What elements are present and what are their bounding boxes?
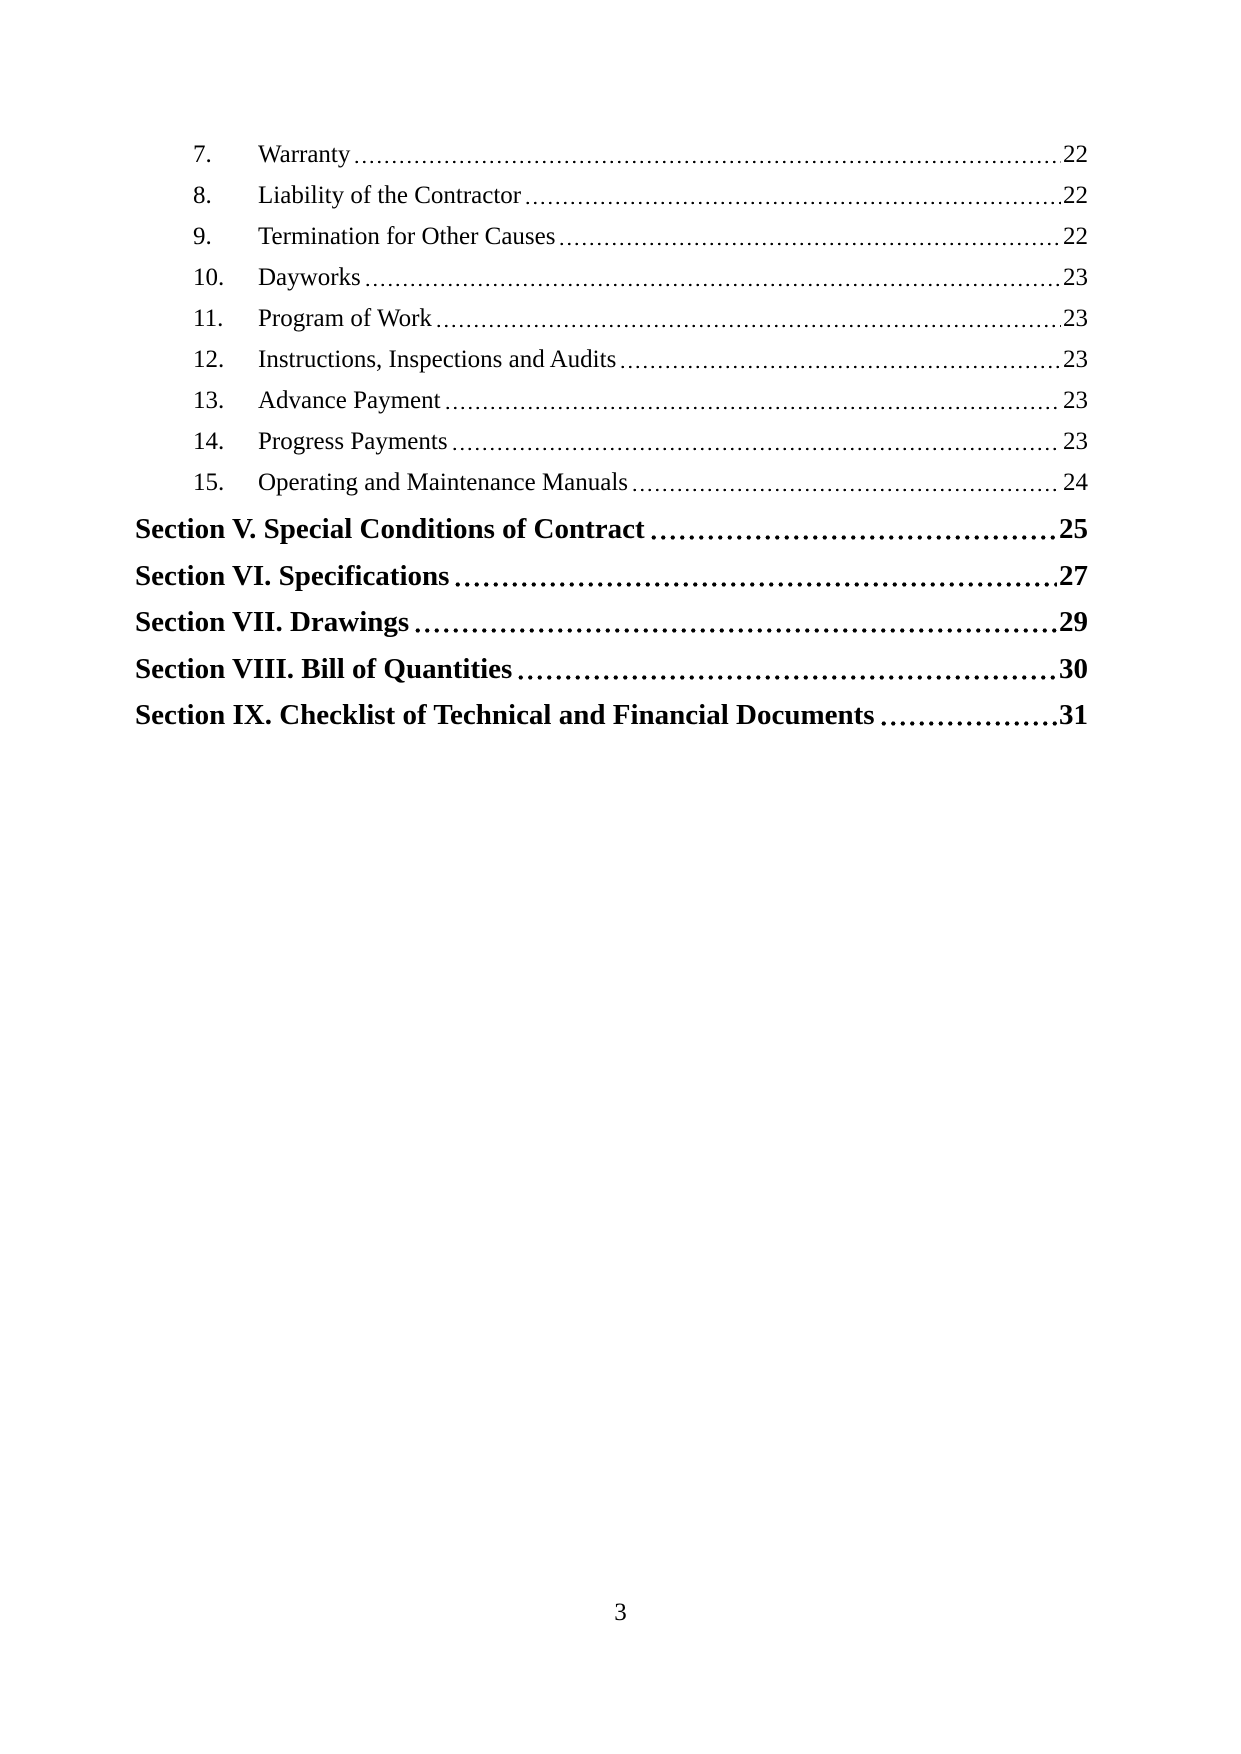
toc-item-title: Operating and Maintenance Manuals bbox=[258, 469, 629, 496]
toc-section-title: Section IX. Checklist of Technical and Financial Documents bbox=[135, 699, 875, 731]
dot-leader bbox=[453, 582, 1057, 587]
toc-item-row bbox=[135, 216, 1088, 257]
toc-section-page: 31 bbox=[1059, 699, 1088, 731]
toc-section-title: Section VIII. Bill of Quantities bbox=[135, 652, 513, 685]
toc-section-list bbox=[135, 506, 1088, 739]
dot-leader bbox=[451, 447, 1061, 451]
toc-item-page: 22 bbox=[1063, 182, 1088, 209]
toc-item-page: 22 bbox=[1063, 223, 1088, 250]
dot-leader bbox=[435, 324, 1061, 328]
toc-section-page: 27 bbox=[1059, 559, 1088, 592]
toc-section-row bbox=[135, 506, 1088, 553]
toc-section-row bbox=[135, 692, 1088, 739]
toc-item-number: 14. bbox=[193, 428, 225, 455]
toc-item-list bbox=[135, 134, 1088, 503]
toc-item-row bbox=[135, 462, 1088, 503]
toc-section-title: Section V. Special Conditions of Contract bbox=[135, 513, 645, 545]
dot-leader bbox=[444, 406, 1061, 410]
toc-item-title: Termination for Other Causes bbox=[258, 223, 556, 250]
toc-item-page: 24 bbox=[1063, 469, 1088, 496]
toc-item-page: 22 bbox=[1063, 141, 1088, 168]
toc-item-row bbox=[135, 298, 1088, 339]
toc-item-row bbox=[135, 421, 1088, 462]
dot-leader bbox=[631, 488, 1061, 492]
toc-section-row bbox=[135, 553, 1088, 600]
dot-leader bbox=[879, 721, 1057, 726]
toc-item-page: 23 bbox=[1063, 305, 1088, 332]
toc-section-title: Section VI. Specifications bbox=[135, 559, 450, 592]
toc-item-title: Dayworks bbox=[258, 264, 361, 291]
toc-item-row bbox=[135, 134, 1088, 175]
toc-item-title: Liability of the Contractor bbox=[258, 182, 522, 209]
toc-item-row bbox=[135, 380, 1088, 421]
toc-section-page: 30 bbox=[1059, 652, 1088, 685]
toc-section-page: 25 bbox=[1059, 513, 1088, 545]
toc-item-number: 8. bbox=[193, 182, 212, 209]
toc-item-page: 23 bbox=[1063, 428, 1088, 455]
toc-item-page: 23 bbox=[1063, 264, 1088, 291]
toc-item-number: 9. bbox=[193, 223, 212, 250]
dot-leader bbox=[353, 160, 1061, 164]
toc-item-title: Instructions, Inspections and Audits bbox=[258, 346, 617, 373]
toc-item-number: 15. bbox=[193, 469, 225, 496]
dot-leader bbox=[524, 201, 1061, 205]
toc-section-row bbox=[135, 599, 1088, 646]
dot-leader bbox=[558, 242, 1061, 246]
toc-section-row bbox=[135, 646, 1088, 693]
dot-leader bbox=[649, 535, 1057, 540]
toc-item-number: 13. bbox=[193, 387, 225, 414]
dot-leader bbox=[619, 365, 1061, 369]
toc-item-row bbox=[135, 339, 1088, 380]
toc-item-number: 10. bbox=[193, 264, 225, 291]
toc-item-title: Warranty bbox=[258, 141, 351, 168]
footer-page-number: 3 bbox=[614, 1599, 627, 1626]
toc-item-number: 11. bbox=[193, 305, 224, 332]
toc-item-page: 23 bbox=[1063, 387, 1088, 414]
toc-item-title: Advance Payment bbox=[258, 387, 441, 414]
toc-item-number: 7. bbox=[193, 141, 212, 168]
toc-item-row bbox=[135, 175, 1088, 216]
toc-section-title: Section VII. Drawings bbox=[135, 606, 410, 638]
toc-section-page: 29 bbox=[1059, 606, 1088, 638]
toc-item-row bbox=[135, 257, 1088, 298]
toc-item-page: 23 bbox=[1063, 346, 1088, 373]
dot-leader bbox=[364, 283, 1061, 287]
dot-leader bbox=[516, 675, 1057, 680]
dot-leader bbox=[413, 628, 1057, 633]
toc-item-number: 12. bbox=[193, 346, 225, 373]
toc-item-title: Progress Payments bbox=[258, 428, 448, 455]
toc-item-title: Program of Work bbox=[258, 305, 432, 332]
